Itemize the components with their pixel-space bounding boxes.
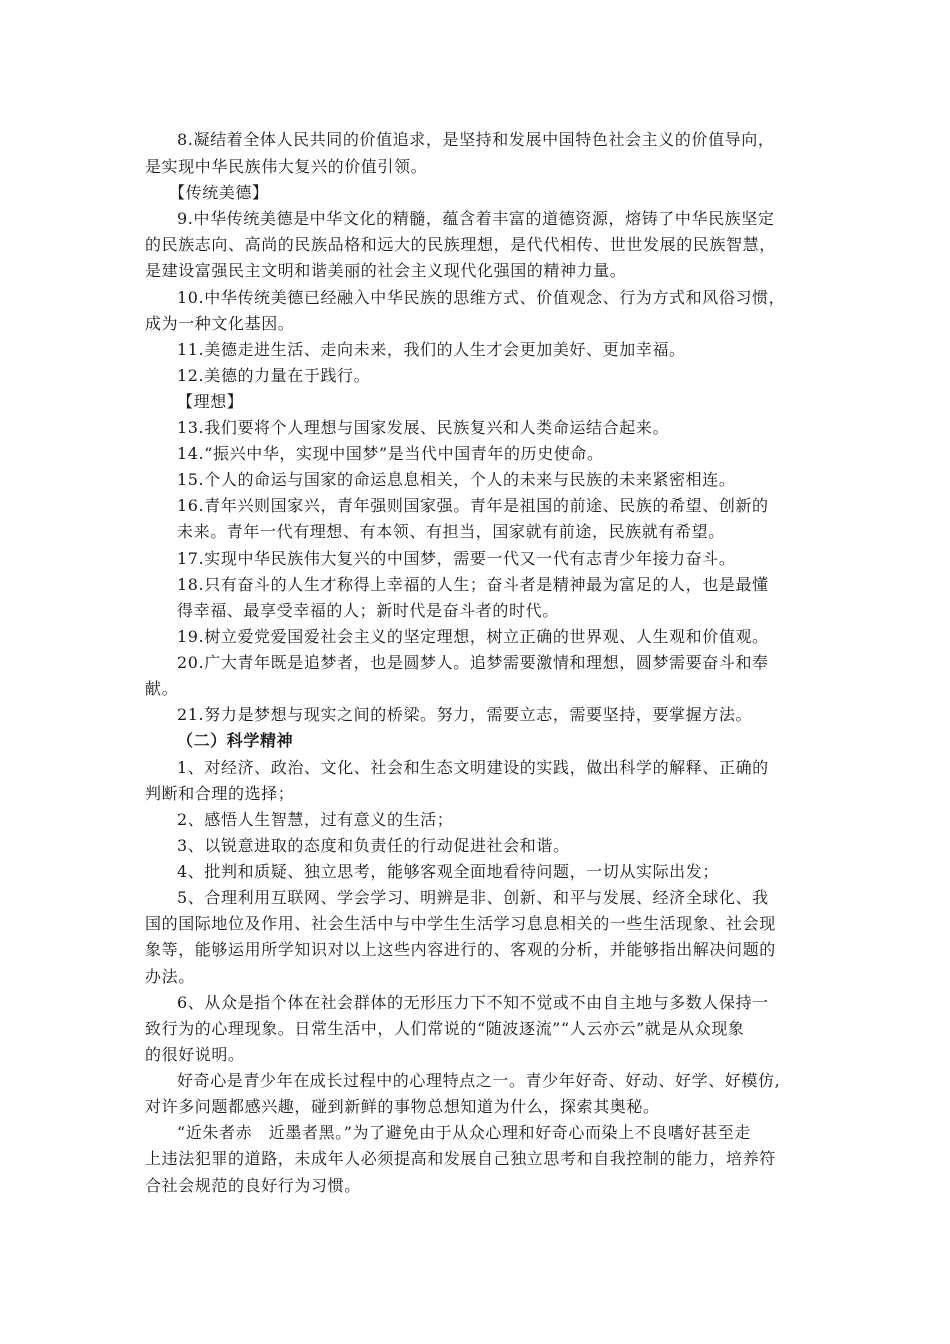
section-heading: 【理想】 — [177, 392, 244, 411]
text-line: 21.努力是梦想与现实之间的桥梁。努力，需要立志，需要坚持，要掌握方法。 — [177, 705, 753, 724]
text-line: 4、批判和质疑、独立思考，能够客观全面地看待问题，一切从实际出发； — [177, 862, 719, 881]
text-line: 成为一种文化基因。 — [145, 314, 295, 333]
text-line: 9.中华传统美德是中华文化的精髓，蕴含着丰富的道德资源，熔铸了中华民族坚定 — [177, 209, 775, 228]
text-line: 13.我们要将个人理想与国家发展、民族复兴和人类命运结合起来。 — [177, 418, 670, 437]
text-line: 办法。 — [145, 967, 195, 986]
text-line: 5、合理利用互联网、学会学习、明辨是非、创新、和平与发展、经济全球化、我 — [177, 888, 769, 907]
text-line: 对许多问题都感兴趣，碰到新鲜的事物总想知道为什么，探索其奥秘。 — [145, 1097, 660, 1116]
text-line: 得幸福、最享受幸福的人；新时代是奋斗者的时代。 — [177, 601, 559, 620]
text-line: 19.树立爱党爱国爱社会主义的坚定理想，树立正确的世界观、人生观和价值观。 — [177, 627, 769, 646]
section-heading: （二）科学精神 — [177, 731, 294, 750]
text-line: 判断和合理的选择； — [145, 784, 295, 803]
text-line: 15.个人的命运与国家的命运息息相关，个人的未来与民族的未来紧密相连。 — [177, 470, 736, 489]
text-line: 16.青年兴则国家兴，青年强则国家强。青年是祖国的前途、民族的希望、创新的 — [177, 496, 769, 515]
text-line: 的很好说明。 — [145, 1045, 245, 1064]
text-line: “近朱者赤 近墨者黑。”为了避免由于从众心理和好奇心而染上不良嗜好甚至走 — [177, 1123, 751, 1142]
text-line: 11.美德走进生活、走向未来，我们的人生才会更加美好、更加幸福。 — [177, 340, 686, 359]
text-line: 好奇心是青少年在成长过程中的心理特点之一。青少年好奇、好动、好学、好模仿, — [177, 1071, 781, 1090]
text-line: 献。 — [145, 679, 179, 698]
text-line: 国的国际地位及作用、社会生活中与中学生生活学习息息相关的一些生活现象、社会现 — [145, 914, 776, 933]
text-line: 1、对经济、政治、文化、社会和生态文明建设的实践，做出科学的解释、正确的 — [177, 758, 769, 777]
text-line: 6、从众是指个体在社会群体的无形压力下不知不觉或不由自主地与多数人保持一 — [177, 993, 769, 1012]
text-line: 18.只有奋斗的人生才称得上幸福的人生；奋斗者是精神最为富足的人，也是最懂 — [177, 575, 769, 594]
text-line: 2、感悟人生智慧，过有意义的生活； — [177, 810, 454, 829]
text-line: 3、以锐意进取的态度和负责任的行动促进社会和谐。 — [177, 836, 570, 855]
text-line: 未来。青年一代有理想、有本领、有担当，国家就有前途，民族就有希望。 — [177, 522, 725, 541]
section-heading: 【传统美德】 — [169, 183, 269, 202]
text-line: 20.广大青年既是追梦者，也是圆梦人。追梦需要激情和理想，圆梦需要奋斗和奉 — [177, 653, 769, 672]
text-line: 象等，能够运用所学知识对以上这些内容进行的、客观的分析，并能够指出解决问题的 — [145, 940, 776, 959]
text-line: 的民族志向、高尚的民族品格和远大的民族理想，是代代相传、世世发展的民族智慧， — [145, 235, 776, 254]
text-line: 致行为的心理现象。日常生活中，人们常说的“随波逐流”“人云亦云”就是从众现象 — [145, 1019, 745, 1038]
text-line: 17.实现中华民族伟大复兴的中国梦，需要一代又一代有志青少年接力奋斗。 — [177, 549, 736, 568]
text-line: 是建设富强民主文明和谐美丽的社会主义现代化强国的精神力量。 — [145, 261, 627, 280]
text-line: 是实现中华民族伟大复兴的价值引领。 — [145, 157, 428, 176]
text-line: 合社会规范的良好行为习惯。 — [145, 1176, 361, 1195]
text-line: 上违法犯罪的道路，未成年人必须提高和发展自己独立思考和自我控制的能力，培养符 — [145, 1149, 776, 1168]
text-line: 8.凝结着全体人民共同的价值追求，是坚持和发展中国特色社会主义的价值导向， — [177, 130, 775, 149]
text-line: 14.“振兴中华，实现中国梦”是当代中国青年的历史使命。 — [177, 444, 604, 463]
text-line: 12.美德的力量在于践行。 — [177, 366, 371, 385]
text-line: 10.中华传统美德已经融入中华民族的思维方式、价值观念、行为方式和风俗习惯， — [177, 288, 786, 307]
